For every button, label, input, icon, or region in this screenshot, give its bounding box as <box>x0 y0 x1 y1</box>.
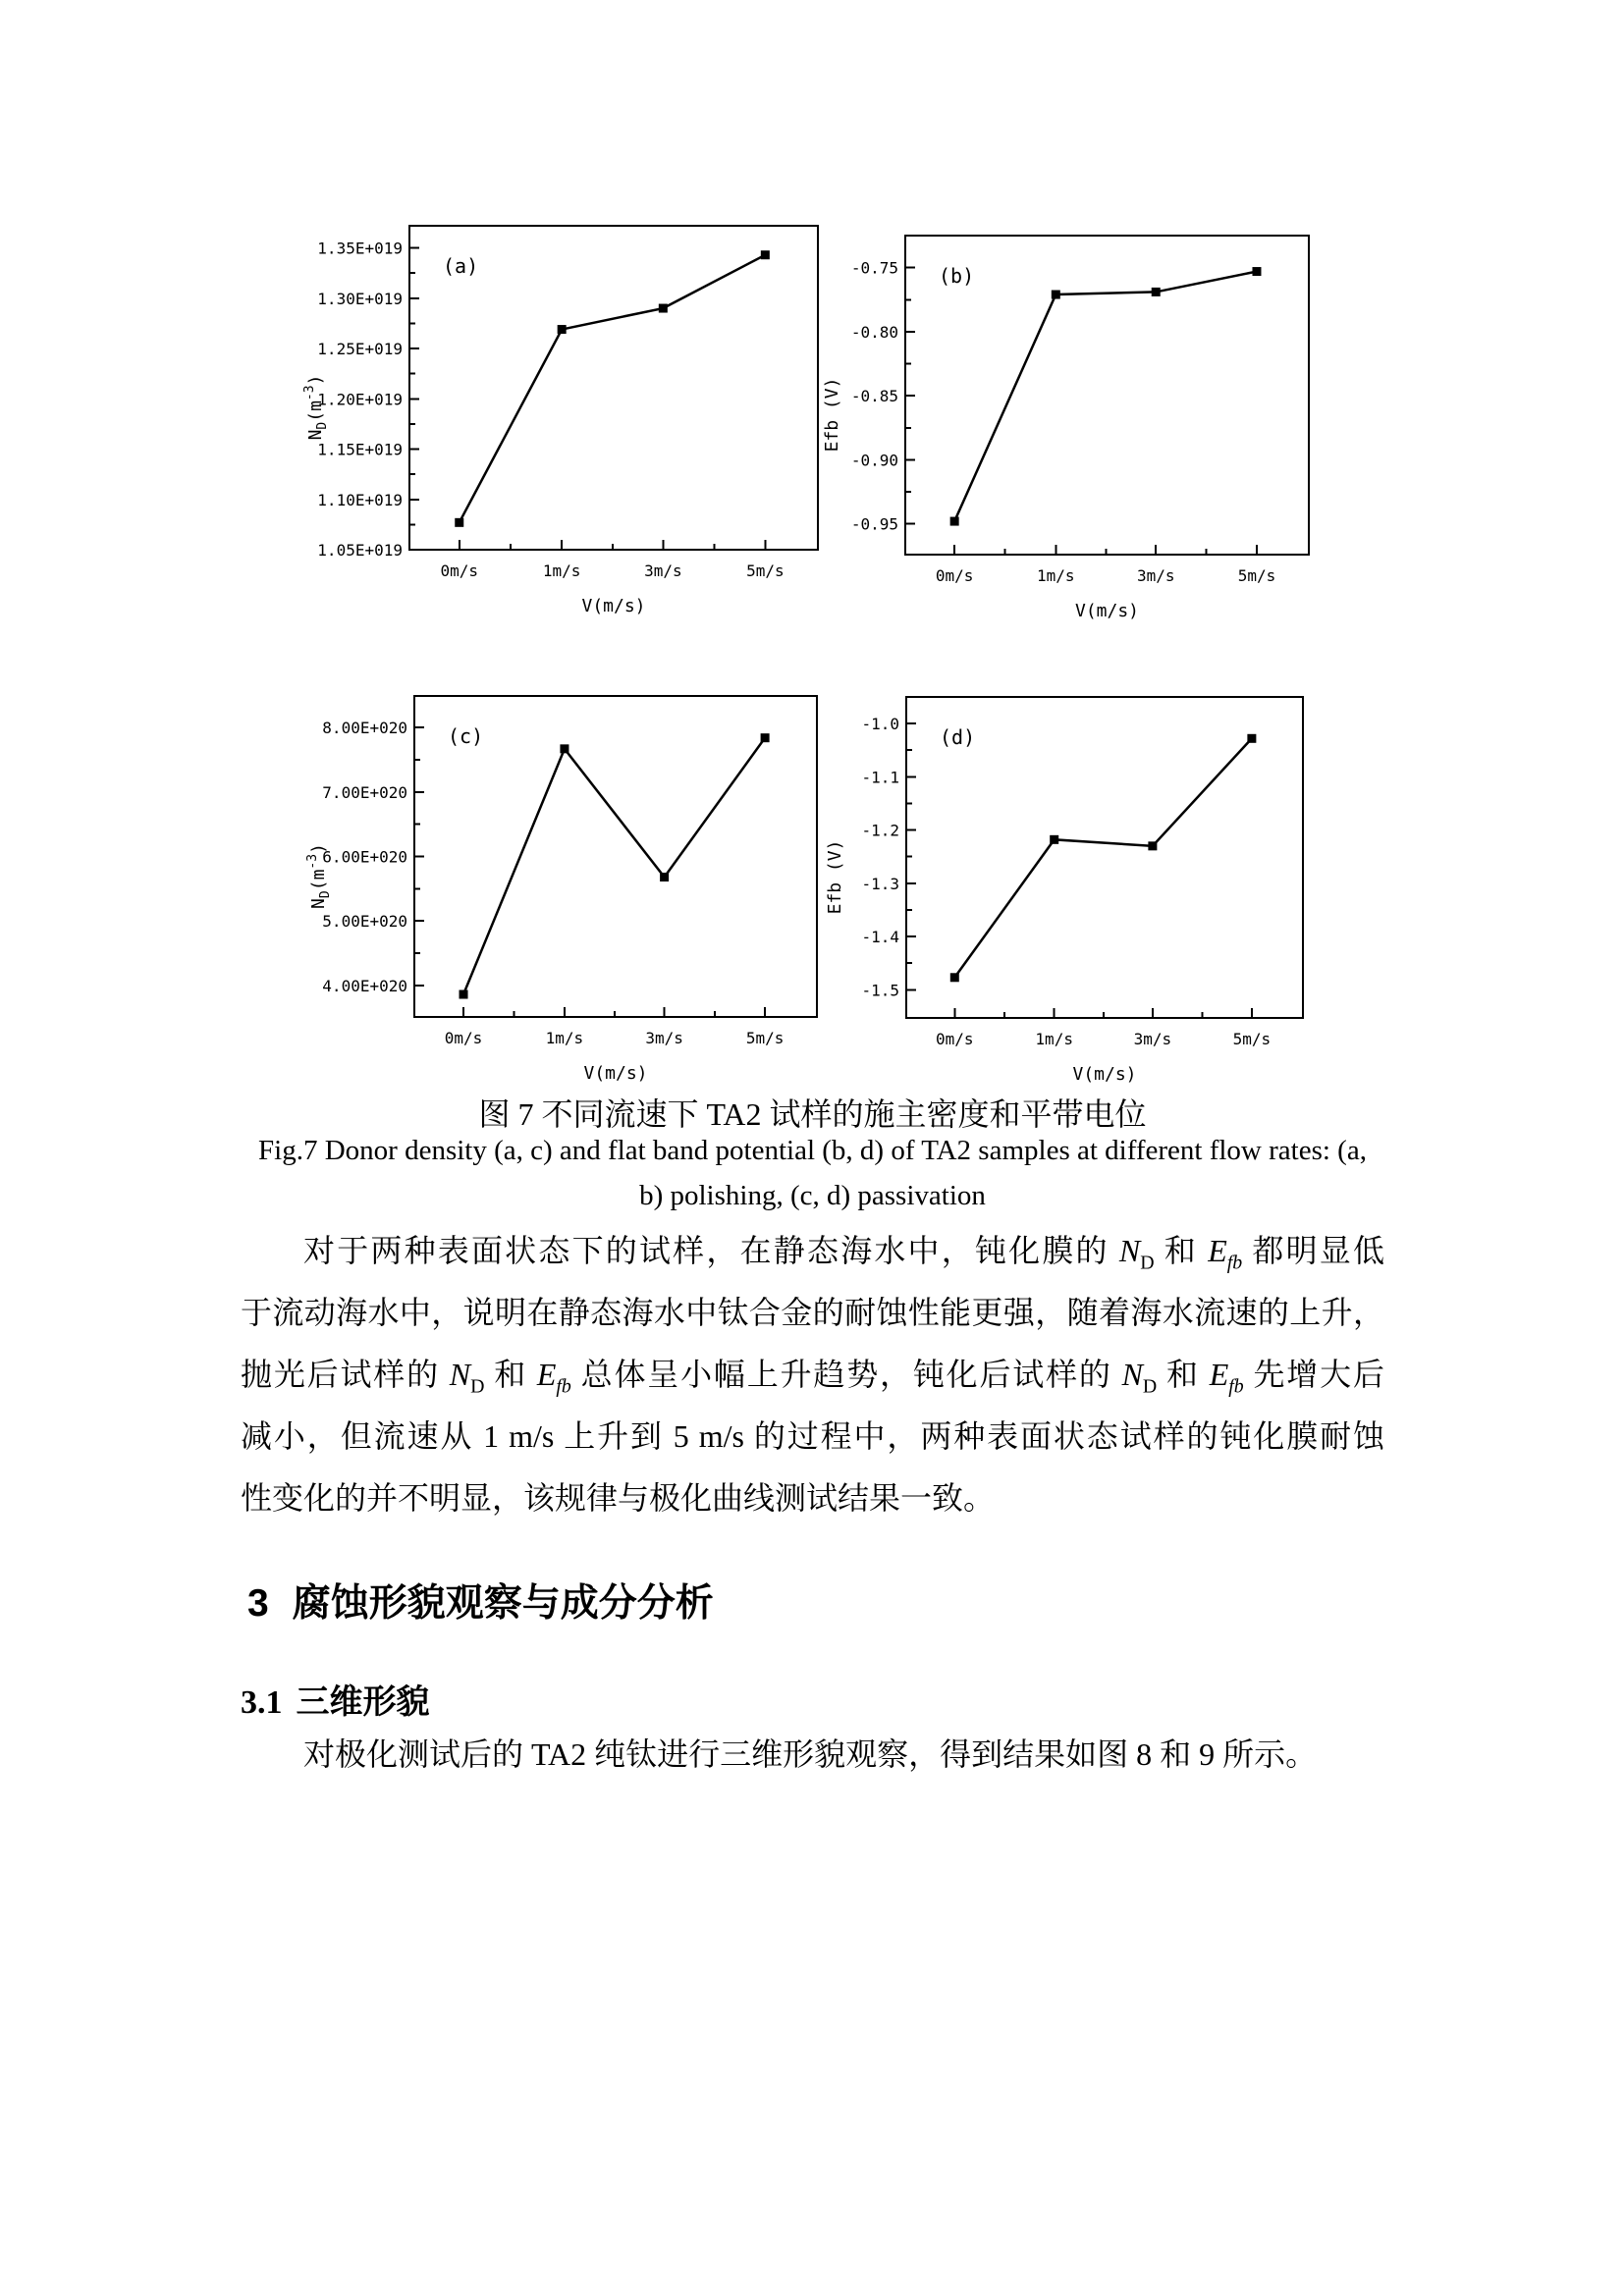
svg-text:3m/s: 3m/s <box>1133 1030 1172 1048</box>
data-point-marker <box>1247 734 1256 743</box>
svg-text:-0.90: -0.90 <box>850 451 898 470</box>
svg-text:6.00E+020: 6.00E+020 <box>322 847 407 867</box>
svg-text:1.10E+019: 1.10E+019 <box>317 490 403 509</box>
panel-label: (a) <box>443 254 479 278</box>
svg-text:4.00E+020: 4.00E+020 <box>322 976 407 995</box>
axis-labels <box>822 378 1139 621</box>
panel-label: (b) <box>939 264 975 288</box>
svg-text:1m/s: 1m/s <box>542 561 581 580</box>
svg-text:8.00E+020: 8.00E+020 <box>322 719 407 738</box>
svg-text:1.15E+019: 1.15E+019 <box>317 440 403 459</box>
data-series <box>950 267 1262 526</box>
data-point-marker <box>455 518 463 527</box>
data-series <box>460 733 770 998</box>
data-point-marker <box>1052 291 1060 299</box>
data-point-marker <box>660 873 669 881</box>
section-title: 腐蚀形貌观察与成分分析 <box>292 1582 714 1625</box>
svg-text:3m/s: 3m/s <box>645 1029 683 1047</box>
svg-text:-0.80: -0.80 <box>850 322 898 342</box>
svg-text:-0.95: -0.95 <box>850 514 898 534</box>
chart-panel-b <box>805 211 1340 633</box>
y-axis <box>322 719 424 995</box>
data-series <box>950 734 1257 982</box>
section-number: 3 <box>247 1582 269 1625</box>
data-point-marker <box>1148 841 1157 850</box>
svg-text:-1.0: -1.0 <box>861 715 899 734</box>
chart-panel-c <box>290 680 825 1102</box>
svg-text:V(m/s): V(m/s) <box>581 596 646 616</box>
math-symbol-Efb: $E_{fb}$ <box>1208 1233 1243 1274</box>
figure-caption-english-line1: Fig.7 Donor density (a, c) and flat band potential (b, d) of TA2 samples at different flow rates: (a, <box>258 1135 1367 1166</box>
svg-text:0m/s: 0m/s <box>935 566 974 585</box>
x-axis <box>440 540 784 580</box>
data-point-marker <box>659 304 668 313</box>
math-symbol-Efb: $E_{fb}$ <box>536 1357 571 1398</box>
svg-text:0m/s: 0m/s <box>444 1029 483 1047</box>
data-point-marker <box>1252 267 1261 276</box>
panel-label: (c) <box>448 724 484 748</box>
svg-text:1.20E+019: 1.20E+019 <box>317 390 403 409</box>
data-point-marker <box>950 517 959 526</box>
svg-text:-1.3: -1.3 <box>861 874 899 893</box>
svg-text:3m/s: 3m/s <box>1136 566 1175 585</box>
y-axis-title: $N_D(m^{-3})$ <box>305 843 333 909</box>
svg-text:V(m/s): V(m/s) <box>583 1063 648 1084</box>
math-symbol-ND: $N_D$ <box>1121 1357 1158 1398</box>
y-axis <box>861 715 916 999</box>
data-series <box>455 250 770 527</box>
data-point-marker <box>950 973 959 982</box>
paragraph-line: 减小，但流速从 1 m/s 上升到 5 m/s 的过程中，两种表面状态试样的钝化膜耐蚀 <box>241 1418 1384 1454</box>
data-point-marker <box>1050 835 1058 844</box>
paragraph-line: 性变化的并不明显，该规律与极化曲线测试结果一致。 <box>241 1480 996 1516</box>
x-axis <box>936 545 1275 585</box>
svg-text:-0.85: -0.85 <box>850 387 898 406</box>
subsection-heading <box>241 1675 430 1723</box>
y-axis-title: $N_D(m^{-3})$ <box>302 374 330 441</box>
subsection-number: 3.1 <box>241 1684 283 1721</box>
svg-text:-1.4: -1.4 <box>861 928 899 947</box>
svg-text:1m/s: 1m/s <box>545 1029 584 1047</box>
data-point-marker <box>560 744 568 753</box>
svg-text:5m/s: 5m/s <box>746 561 785 580</box>
math-symbol-ND: $N_D$ <box>1118 1233 1155 1274</box>
y-axis-title: Efb (V) <box>822 377 842 453</box>
section-heading <box>247 1573 714 1628</box>
y-axis <box>317 240 419 560</box>
x-axis <box>936 1008 1271 1048</box>
body-paragraph-1 <box>241 1220 1384 1529</box>
paragraph-line: 对于两种表面状态下的试样，在静态海水中，钝化膜的 $N_D$ 和 $E_{fb}$ 都明显低 <box>303 1233 1384 1274</box>
svg-text:5m/s: 5m/s <box>745 1029 785 1047</box>
math-symbol-Efb: $E_{fb}$ <box>1209 1357 1244 1398</box>
svg-text:0m/s: 0m/s <box>936 1030 974 1048</box>
svg-text:1.35E+019: 1.35E+019 <box>317 239 403 258</box>
y-axis-title: Efb (V) <box>825 839 845 915</box>
svg-text:V(m/s): V(m/s) <box>1072 1064 1137 1085</box>
data-point-marker <box>558 325 567 334</box>
svg-text:7.00E+020: 7.00E+020 <box>322 782 407 802</box>
svg-text:-1.1: -1.1 <box>861 768 899 787</box>
figure-caption-english-line2: b) polishing, (c, d) passivation <box>639 1180 986 1211</box>
svg-text:1m/s: 1m/s <box>1037 566 1075 585</box>
data-point-marker <box>761 250 770 259</box>
figure-caption-chinese: 图 7 不同流速下 TA2 试样的施主密度和平带电位 <box>478 1096 1147 1132</box>
svg-text:1.30E+019: 1.30E+019 <box>317 289 403 308</box>
data-point-marker <box>460 990 468 999</box>
svg-text:V(m/s): V(m/s) <box>1074 601 1140 621</box>
svg-text:3m/s: 3m/s <box>644 561 682 580</box>
data-point-marker <box>1152 288 1161 296</box>
svg-text:0m/s: 0m/s <box>440 561 479 580</box>
svg-text:5m/s: 5m/s <box>1232 1030 1272 1048</box>
paragraph-line: 抛光后试样的 $N_D$ 和 $E_{fb}$ 总体呈小幅上升趋势，钝化后试样的 $N_D$ 和 $E_{fb}$ 先增大后 <box>241 1357 1384 1398</box>
panel-label: (d) <box>940 725 976 749</box>
svg-text:1.25E+019: 1.25E+019 <box>317 340 403 359</box>
math-symbol-ND: $N_D$ <box>449 1357 485 1398</box>
chart-panel-a <box>290 211 825 633</box>
data-point-marker <box>761 733 770 742</box>
svg-text:1.05E+019: 1.05E+019 <box>317 541 403 560</box>
svg-text:-0.75: -0.75 <box>850 258 898 278</box>
svg-text:-1.5: -1.5 <box>861 981 899 1000</box>
body-paragraph-2: 对极化测试后的 TA2 纯钛进行三维形貌观察，得到结果如图 8 和 9 所示。 <box>303 1736 1318 1772</box>
svg-text:-1.2: -1.2 <box>861 821 899 840</box>
chart-panel-d <box>805 680 1340 1102</box>
svg-text:5.00E+020: 5.00E+020 <box>322 912 407 932</box>
subsection-title: 三维形貌 <box>296 1683 430 1721</box>
svg-text:1m/s: 1m/s <box>1035 1030 1073 1048</box>
svg-text:5m/s: 5m/s <box>1237 566 1276 585</box>
paragraph-line: 于流动海水中，说明在静态海水中钛合金的耐蚀性能更强，随着海水流速的上升， <box>241 1295 1384 1330</box>
x-axis <box>445 1007 785 1047</box>
